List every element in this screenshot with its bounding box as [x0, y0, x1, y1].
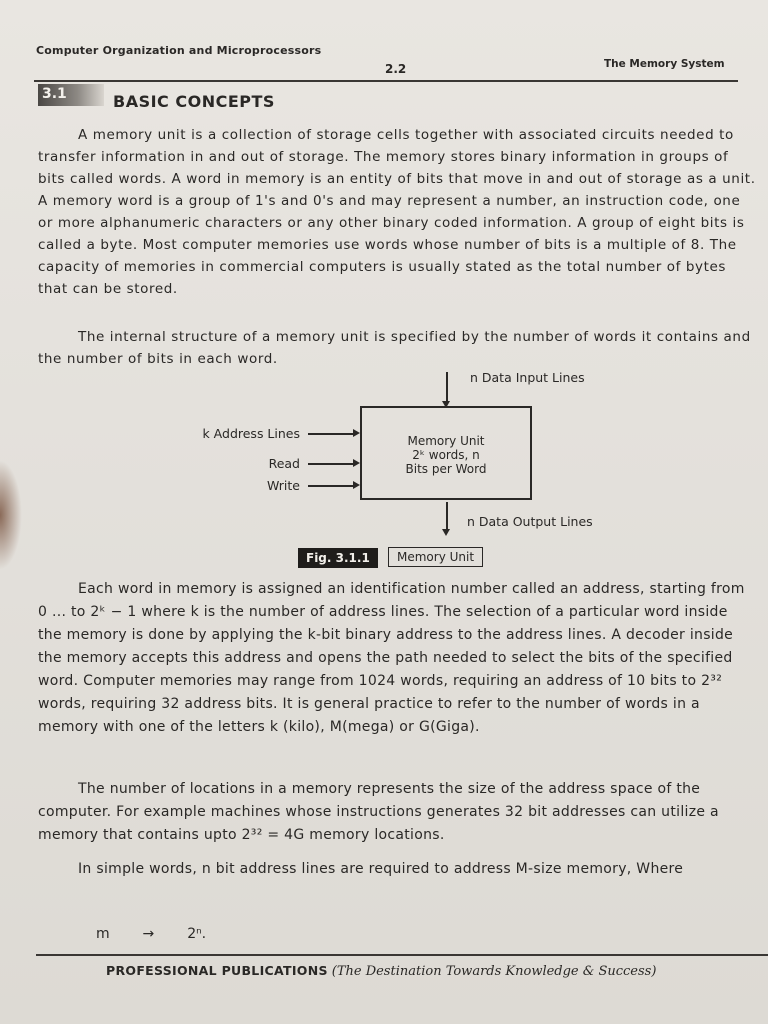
footer [106, 963, 656, 979]
memory-unit-diagram [180, 370, 640, 570]
section-title: BASIC CONCEPTS [113, 92, 275, 111]
figure-number: Fig. 3.1.1 [298, 548, 378, 568]
paragraph-5-text: In simple words, n bit address lines are required to address M-size memory, Where [78, 861, 684, 877]
memory-unit-box [360, 406, 532, 500]
page-number: 2.2 [385, 62, 407, 76]
address-lines-label: k Address Lines [202, 426, 300, 441]
paragraph-4 [38, 778, 756, 847]
paragraph-1-text: A memory unit is a collection of storage cells together with associated circuits needed to transfer information in and out of storage. The memory stores binary information in groups of bits called words. A word in memory is an entity of bits that move in and out of storage as a unit. A memory word is a group of 1's and 0's and may represent a number, an instruction code, one or more alphanumeric characters or any other binary coded information. A group of eight bits is called a byte. Most computer memories use words whose number of bits is a multiple of 8. The capacity of memories in commercial computers is usually stated as the total number of bytes that can be stored. [38, 127, 756, 297]
paragraph-3-text: Each word in memory is assigned an identification number called an address, starting from 0 ... to 2ᵏ − 1 where k is the number of address lines. The selection of a particular word inside the memory is done by applying the k-bit binary address to the address lines. A decoder inside the memory accepts this address and opens the path needed to select the bits of the specified word. Computer memories may range from 1024 words, requiring an address of 10 bits to 2³² words, requiring 32 address bits. It is general practice to refer to the number of words in a memory with one of the letters k (kilo), M(mega) or G(Giga). [38, 581, 745, 735]
section-number: 3.1 [42, 86, 67, 102]
write-arrow [308, 485, 354, 487]
write-label: Write [266, 478, 300, 493]
box-line-2: 2ᵏ words, n [412, 448, 480, 462]
paragraph-3 [38, 578, 756, 739]
address-arrow [308, 433, 354, 435]
header-rule [34, 80, 738, 82]
input-arrow [446, 372, 448, 402]
box-line-1: Memory Unit [407, 434, 485, 448]
equation-rhs: 2ⁿ. [187, 926, 207, 942]
finger-shadow [0, 460, 22, 570]
paragraph-2 [38, 326, 756, 370]
paragraph-1 [38, 124, 756, 300]
input-lines-label: n Data Input Lines [470, 370, 585, 385]
figure-caption: Memory Unit [388, 547, 483, 567]
chapter-title: The Memory System [604, 58, 725, 70]
book-title: Computer Organization and Microprocessors [36, 44, 322, 57]
paragraph-2-text: The internal structure of a memory unit is specified by the number of words it contains and the number of bits in each word. [38, 329, 751, 367]
box-line-3: Bits per Word [405, 462, 487, 476]
equation [96, 926, 206, 942]
footer-rule [36, 954, 768, 956]
paragraph-4-text: The number of locations in a memory represents the size of the address space of the computer. For example machines whose instructions generates 32 bit addresses can utilize a memory that contains upto 2³² = 4G memory locations. [38, 781, 719, 843]
paragraph-5 [38, 858, 756, 881]
output-arrow [446, 502, 448, 530]
output-lines-label: n Data Output Lines [467, 514, 593, 529]
publisher-name: PROFESSIONAL PUBLICATIONS [106, 963, 328, 978]
publisher-tagline: (The Destination Towards Knowledge & Success) [331, 964, 657, 979]
equation-lhs: m [96, 926, 110, 942]
equation-arrow: → [142, 926, 155, 942]
section-number-badge [38, 84, 104, 106]
read-label: Read [268, 456, 300, 471]
read-arrow [308, 463, 354, 465]
